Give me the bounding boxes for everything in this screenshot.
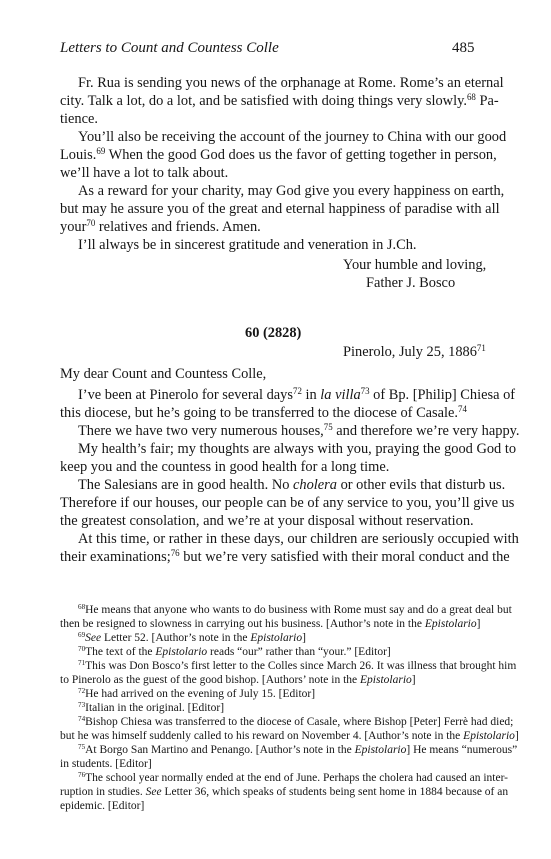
footnote-72: $^{72}$He had arrived on the evening of July 15. [Editor] (78, 687, 316, 700)
body-line: their examinations;$^{76}$ but we’re very satisfied with their moral conduct and the (60, 548, 510, 565)
footnote-70: $^{70}$The text of the Epistolario reads “our” rather than “your.” [Editor] (78, 645, 391, 658)
footnote-74: $^{74}$Bishop Chiesa was transferred to the diocese of Casale, where Bishop [Peter] Ferrè had died; (78, 715, 514, 728)
footnote-69: $^{69}$See Letter 52. [Author’s note in the Epistolario] (78, 631, 306, 644)
footnote-ref[interactable]: 75 (323, 422, 333, 433)
letter-heading: 60 (2828) (245, 325, 302, 341)
footnote-76: $^{76}$The school year normally ended at the end of June. Perhaps the cholera had caused an inter- (78, 771, 508, 784)
footnote-68-cont: then be resigned to slowness in carrying out his business. [Author’s note in the Epistolario] (60, 618, 481, 630)
dateline: Pinerolo, July 25, 1886$^{71}$ (343, 343, 486, 360)
footnote-ref[interactable]: 69 (96, 146, 106, 157)
footnote-75: $^{75}$At Borgo San Martino and Penango. [Author’s note in the Epistolario] He means “numerous” (78, 743, 518, 756)
footnote-74-cont: but he was himself suddenly called to his reward on November 4. [Author’s note in the Epistolario] (60, 730, 519, 742)
footnote-75-cont: in students. [Editor] (60, 758, 152, 770)
body-line: Therefore if our houses, our people can be of any service to you, you’ll give us (60, 495, 515, 511)
body-line: keep you and the countess in good health for a long time. (60, 459, 390, 475)
body-line: we’ll have a lot to talk about. (60, 165, 229, 181)
running-head: Letters to Count and Countess Colle (60, 40, 279, 56)
body-line: Fr. Rua is sending you news of the orphanage at Rome. Rome’s an eternal (78, 75, 504, 91)
body-line: The Salesians are in good health. No cholera or other evils that disturb us. (78, 477, 506, 493)
body-line: Louis.$^{69}$ When the good God does us the favor of getting together in person, (60, 146, 497, 163)
footnote-71: $^{71}$This was Don Bosco’s first letter to the Colles since March 26. It was illness that brought him (78, 659, 517, 672)
body-line: but may he assure you of the great and eternal happiness of paradise with all (60, 201, 500, 217)
salutation: My dear Count and Countess Colle, (60, 366, 267, 382)
footnote-ref[interactable]: 68 (466, 92, 476, 103)
body-line: I’ve been at Pinerolo for several days$^{72}$ in la villa$^{73}$ of Bp. [Philip] Chiesa of (78, 386, 516, 403)
footnote-ref[interactable]: 74 (458, 404, 467, 415)
signature-name: Father J. Bosco (366, 275, 456, 291)
body-line: this diocese, but he’s going to be transferred to the diocese of Casale.$^{74}$ (60, 404, 467, 421)
body-line: You’ll also be receiving the account of the journey to China with our good (78, 129, 507, 145)
body-line: My health’s fair; my thoughts are always with you, praying the good God to (78, 441, 517, 457)
body-line: the greatest consolation, and we’re at your disposal without reservation. (60, 513, 474, 529)
footnote-71-cont: to Pinerolo as the guest of the good bishop. [Authors’ note in the Epistolario] (60, 674, 416, 686)
footnote-ref[interactable]: 71 (476, 343, 486, 354)
signature-closing: Your humble and loving, (343, 257, 487, 273)
body-line: At this time, or rather in these days, our children are seriously occupied with (78, 531, 519, 547)
body-line: I’ll always be in sincerest gratitude and veneration in J.Ch. (78, 237, 417, 253)
footnote-ref[interactable]: 70 (86, 218, 96, 229)
page-number: 485 (452, 40, 475, 56)
footnote-76-cont2: epidemic. [Editor] (60, 800, 145, 812)
footnote-73: $^{73}$Italian in the original. [Editor] (78, 701, 225, 714)
body-line: city. Talk a lot, do a lot, and be satisfied with doing things very slowly.$^{68}$ Pa- (60, 92, 499, 109)
footnote-76-cont: ruption in studies. See Letter 36, which speaks of students being sent home in 1884 because of an (60, 786, 509, 798)
body-line: There we have two very numerous houses,$^{75}$ and therefore we’re very happy. (78, 422, 520, 439)
body-line: tience. (60, 111, 98, 127)
footnote-ref[interactable]: 73 (360, 386, 370, 397)
body-line: your$^{70}$ relatives and friends. Amen. (60, 218, 261, 235)
footnote-ref[interactable]: 72 (292, 386, 302, 397)
body-line: As a reward for your charity, may God give you every happiness on earth, (78, 183, 505, 199)
footnote-ref[interactable]: 76 (170, 548, 180, 559)
footnote-68: $^{68}$He means that anyone who wants to do business with Rome must say and do a great deal but (78, 603, 512, 616)
